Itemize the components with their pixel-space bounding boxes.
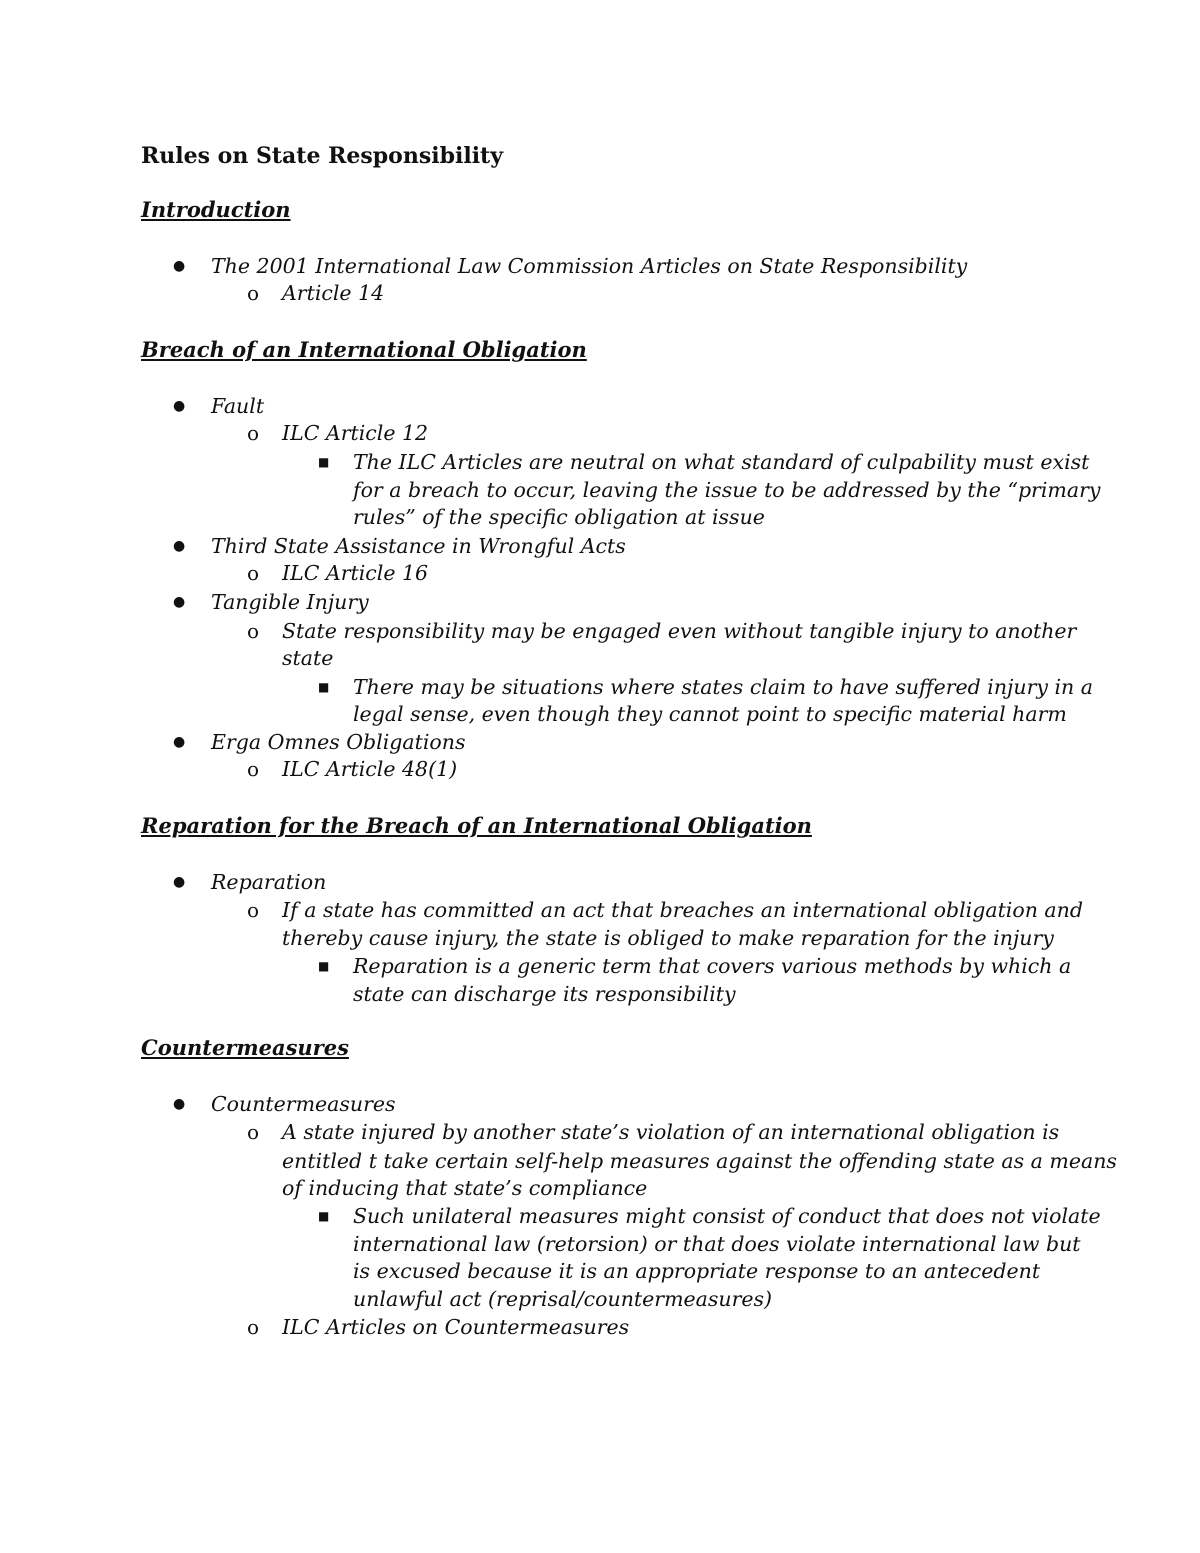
- list-item: The 2001 International Law Commission Articles on State Responsibility: [211, 254, 968, 278]
- list-item-line: entitled t take certain self-help measures against the offending state as a means: [282, 1149, 1117, 1173]
- document-title: Rules on State Responsibility: [141, 143, 503, 169]
- list-item-line: for a breach to occur, leaving the issue to be addressed by the “primary: [353, 478, 1101, 502]
- list-item-line: of inducing that state’s compliance: [282, 1176, 648, 1200]
- bullet-disc: ●: [173, 594, 186, 610]
- bullet-circle: o: [247, 757, 260, 781]
- bullet-circle: o: [247, 421, 260, 445]
- section-heading-introduction: Introduction: [141, 197, 291, 222]
- bullet-disc: ●: [173, 734, 186, 750]
- bullet-disc: ●: [173, 1096, 186, 1112]
- list-item: Third State Assistance in Wrongful Acts: [211, 534, 626, 558]
- bullet-square: ■: [318, 455, 330, 469]
- bullet-circle: o: [247, 1315, 260, 1339]
- list-item-line: Reparation is a generic term that covers various methods by which a: [353, 954, 1072, 978]
- bullet-disc: ●: [173, 258, 186, 274]
- list-item-line: is excused because it is an appropriate response to an antecedent: [353, 1259, 1041, 1283]
- bullet-square: ■: [318, 680, 330, 694]
- list-item: ILC Article 48(1): [282, 757, 458, 781]
- list-item: ILC Articles on Countermeasures: [282, 1315, 630, 1339]
- list-item-line: thereby cause injury, the state is obliged to make reparation for the injury: [282, 926, 1054, 950]
- list-item-line: state can discharge its responsibility: [353, 982, 736, 1006]
- list-item: Countermeasures: [211, 1092, 396, 1116]
- list-item-line: There may be situations where states claim to have suffered injury in a: [353, 675, 1094, 699]
- list-item: Tangible Injury: [211, 590, 369, 614]
- list-item-line: unlawful act (reprisal/countermeasures): [353, 1287, 773, 1311]
- section-heading-breach: Breach of an International Obligation: [141, 337, 587, 362]
- bullet-circle: o: [247, 281, 260, 305]
- list-item: Article 14: [282, 281, 385, 305]
- bullet-disc: ●: [173, 398, 186, 414]
- list-item: Reparation: [211, 870, 327, 894]
- list-item: Fault: [211, 394, 265, 418]
- list-item-line: The ILC Articles are neutral on what standard of culpability must exist: [353, 450, 1090, 474]
- list-item-line: legal sense, even though they cannot point to specific material harm: [353, 702, 1067, 726]
- bullet-square: ■: [318, 1209, 330, 1223]
- bullet-circle: o: [247, 1120, 260, 1144]
- list-item: Erga Omnes Obligations: [211, 730, 466, 754]
- bullet-disc: ●: [173, 538, 186, 554]
- bullet-disc: ●: [173, 874, 186, 890]
- list-item-line: A state injured by another state’s violation of an international obligation is: [282, 1120, 1060, 1144]
- bullet-circle: o: [247, 619, 260, 643]
- section-heading-countermeasures: Countermeasures: [141, 1035, 349, 1060]
- list-item-line: State responsibility may be engaged even without tangible injury to another: [282, 619, 1077, 643]
- list-item-line: international law (retorsion) or that does violate international law but: [353, 1232, 1081, 1256]
- list-item: ILC Article 12: [282, 421, 429, 445]
- list-item: ILC Article 16: [282, 561, 429, 585]
- bullet-square: ■: [318, 959, 330, 973]
- section-heading-reparation: Reparation for the Breach of an International Obligation: [141, 813, 812, 838]
- list-item-line: state: [282, 646, 334, 670]
- list-item-line: If a state has committed an act that breaches an international obligation and: [282, 898, 1083, 922]
- list-item-line: Such unilateral measures might consist of conduct that does not violate: [353, 1204, 1101, 1228]
- list-item-line: rules” of the specific obligation at issue: [353, 505, 765, 529]
- bullet-circle: o: [247, 898, 260, 922]
- bullet-circle: o: [247, 561, 260, 585]
